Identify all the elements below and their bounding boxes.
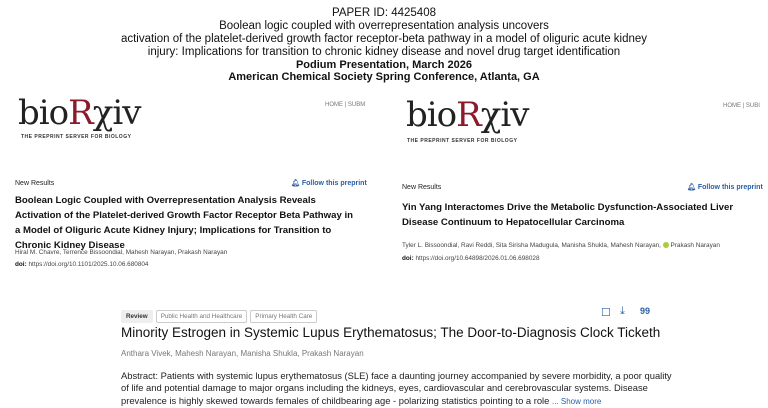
new-results-label: New Results (402, 184, 442, 191)
preprint-title[interactable]: Boolean Logic Coupled with Overrepresentation Analysis Reveals Activation of the Platelet-derived Growth Factor Receptor Beta Pathway in a Model of Oliguric Acute Kidney Injury; Implications for Transition to Chronic Kidney Disease (15, 195, 353, 251)
paper-title-line: activation of the platelet-derived growth factor receptor-beta pathway in a model of oliguric acute kidney (120, 33, 648, 45)
tag-list (121, 305, 320, 323)
tag-public-health[interactable]: Public Health and Healthcare (156, 310, 248, 323)
abstract: Abstract: Patients with systemic lupus erythematosus (SLE) face a daunting journey accompanied by severe morbidity, a poor quality of life and potential damage to major organs including the kidneys, eyes, cardiovascular and cerebrovascular systems. Disease prevalence is highly skewed towards females of childbearing age - polarizing statistics pointing to a role ... Show more (121, 370, 672, 406)
bell-icon: 🔔︎ (687, 184, 698, 191)
authors: Anthara Vivek, Mahesh Narayan, Manisha Shukla, Prakash Narayan (121, 349, 364, 358)
authors: Tyler L. Bissoondial, Ravi Reddi, Sita Sirisha Madugula, Manisha Shukla, Mahesh Narayan, Prakash Narayan (402, 242, 720, 249)
tag-primary-health[interactable]: Primary Health Care (250, 310, 317, 323)
nav-links[interactable]: HOME | SUBI (723, 103, 760, 109)
biorxiv-logo[interactable]: bioRχiv (406, 95, 529, 135)
show-more-link[interactable]: ... Show more (551, 396, 602, 406)
follow-preprint-link[interactable]: 🔔︎ Follow this preprint (687, 184, 763, 191)
paper-title-line: injury: Implications for transition to chronic kidney disease and novel drug target identification (147, 46, 621, 58)
paper-title-line: Boolean logic coupled with overrepresentation analysis uncovers (219, 20, 549, 32)
doi[interactable]: doi: https://doi.org/10.1101/2025.10.06.680804 (15, 261, 149, 268)
bookmark-icon[interactable]: ☐ (601, 307, 611, 319)
new-results-label: New Results (15, 180, 55, 187)
orcid-icon (663, 242, 669, 248)
biorxiv-logo[interactable]: bioRχiv (18, 93, 141, 133)
doi[interactable]: doi: https://doi.org/10.64898/2026.01.06.698028 (402, 255, 540, 262)
follow-preprint-link[interactable]: 🔔︎ Follow this preprint (291, 180, 367, 187)
paper-id: PAPER ID: 4425408 (332, 7, 436, 19)
nav-links[interactable]: HOME | SUBM (325, 102, 366, 108)
authors: Hiral M. Chavre, Terrence Bissoondial, Mahesh Narayan, Prakash Narayan (15, 249, 228, 256)
download-icon[interactable]: ⤓ (620, 305, 625, 317)
preprint-title[interactable]: Yin Yang Interactomes Drive the Metabolic Dysfunction-Associated Liver Disease Continuum to Hepatocellular Carcinoma (402, 202, 734, 228)
presentation: Podium Presentation, March 2026 (295, 59, 473, 71)
tag-review[interactable]: Review (121, 310, 153, 323)
conference: American Chemical Society Spring Conference, Atlanta, GA (228, 71, 540, 83)
logo-tagline: THE PREPRINT SERVER FOR BIOLOGY (21, 134, 132, 140)
bell-icon: 🔔︎ (291, 180, 302, 187)
article-title[interactable]: Minority Estrogen in Systemic Lupus Erythematosus; The Door-to-Diagnosis Clock Ticketh (121, 325, 661, 340)
cite-icon[interactable]: 99 (640, 306, 651, 316)
logo-tagline: THE PREPRINT SERVER FOR BIOLOGY (407, 138, 518, 144)
